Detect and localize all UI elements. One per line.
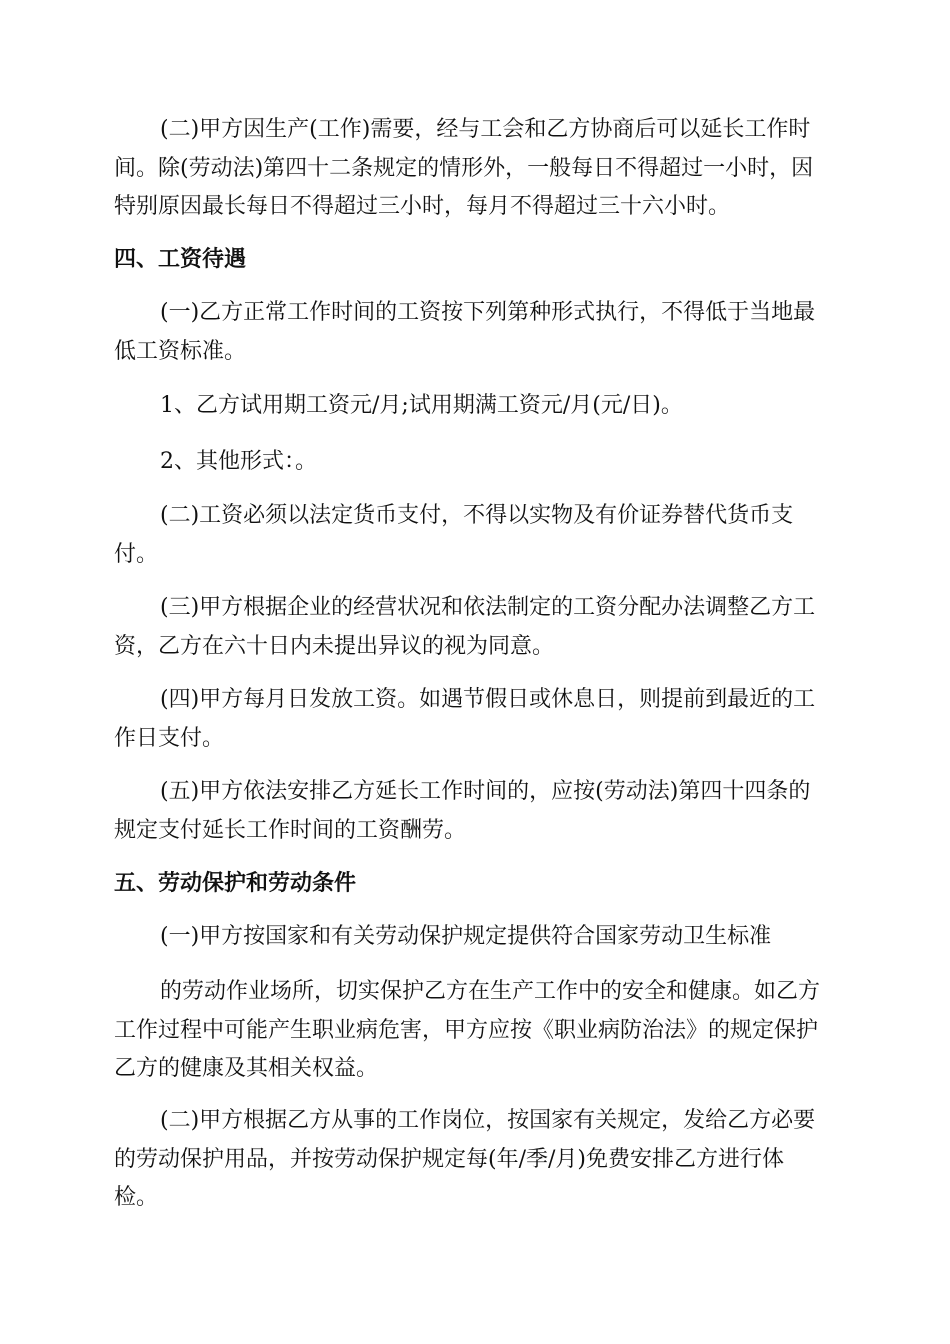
paragraph-other-forms <box>114 443 834 482</box>
text-line: 付。 <box>114 541 159 567</box>
text-line: (二)甲方根据乙方从事的工作岗位，按国家有关规定，发给乙方必要 <box>160 1108 816 1133</box>
paragraph-protective-equipment <box>114 1102 834 1218</box>
text-line: (四)甲方每月日发放工资。如遇节假日或休息日，则提前到最近的工 <box>160 687 816 712</box>
paragraph-overtime-pay <box>114 773 834 850</box>
text-line: (三)甲方根据企业的经营状况和依法制定的工资分配办法调整乙方工 <box>160 595 816 620</box>
text-line: 2、其他形式：。 <box>160 449 317 474</box>
text-line: 间。除(劳动法)第四十二条规定的情形外，一般每日不得超过一小时，因 <box>114 155 814 181</box>
text-line: (二)甲方因生产(工作)需要，经与工会和乙方协商后可以延长工作时 <box>160 117 811 142</box>
paragraph-occupational-safety <box>114 973 834 1089</box>
text-line: 的劳动作业场所，切实保护乙方在生产工作中的安全和健康。如乙方 <box>160 979 821 1004</box>
heading-text: 五、劳动保护和劳动条件 <box>114 871 357 896</box>
paragraph-probation-wage <box>114 387 834 426</box>
text-line: 特别原因最长每日不得超过三小时，每月不得超过三十六小时。 <box>114 194 731 219</box>
paragraph-payday <box>114 681 834 758</box>
text-line: 的劳动保护用品，并按劳动保护规定每(年/季/月)免费安排乙方进行体 <box>114 1146 784 1172</box>
paragraph-overtime-extension <box>114 111 834 227</box>
text-line: 检。 <box>114 1185 159 1210</box>
text-line: (二)工资必须以法定货币支付，不得以实物及有价证券替代货币支 <box>160 503 794 528</box>
text-line: (一)乙方正常工作时间的工资按下列第种形式执行，不得低于当地最 <box>160 300 816 325</box>
text-line: (一)甲方按国家和有关劳动保护规定提供符合国家劳动卫生标准 <box>160 924 772 949</box>
text-line: (五)甲方依法安排乙方延长工作时间的，应按(劳动法)第四十四条的 <box>160 779 811 804</box>
text-line: 工作过程中可能产生职业病危害，甲方应按《职业病防治法》的规定保护 <box>114 1017 819 1043</box>
section-heading-labor-protection <box>114 865 834 904</box>
paragraph-workplace-standard <box>114 918 834 957</box>
text-line: 作日支付。 <box>114 725 225 751</box>
text-line: 低工资标准。 <box>114 338 247 364</box>
paragraph-legal-currency <box>114 497 834 574</box>
paragraph-wage-form <box>114 294 834 371</box>
section-heading-wages <box>114 241 834 280</box>
paragraph-wage-adjustment <box>114 589 834 666</box>
heading-text: 四、工资待遇 <box>114 247 247 272</box>
text-line: 乙方的健康及其相关权益。 <box>114 1056 379 1081</box>
text-line: 规定支付延长工作时间的工资酬劳。 <box>114 817 467 843</box>
text-line: 资，乙方在六十日内未提出异议的视为同意。 <box>114 633 555 659</box>
text-line: 1、乙方试用期工资元/月;试用期满工资元/月(元/日)。 <box>160 393 683 418</box>
